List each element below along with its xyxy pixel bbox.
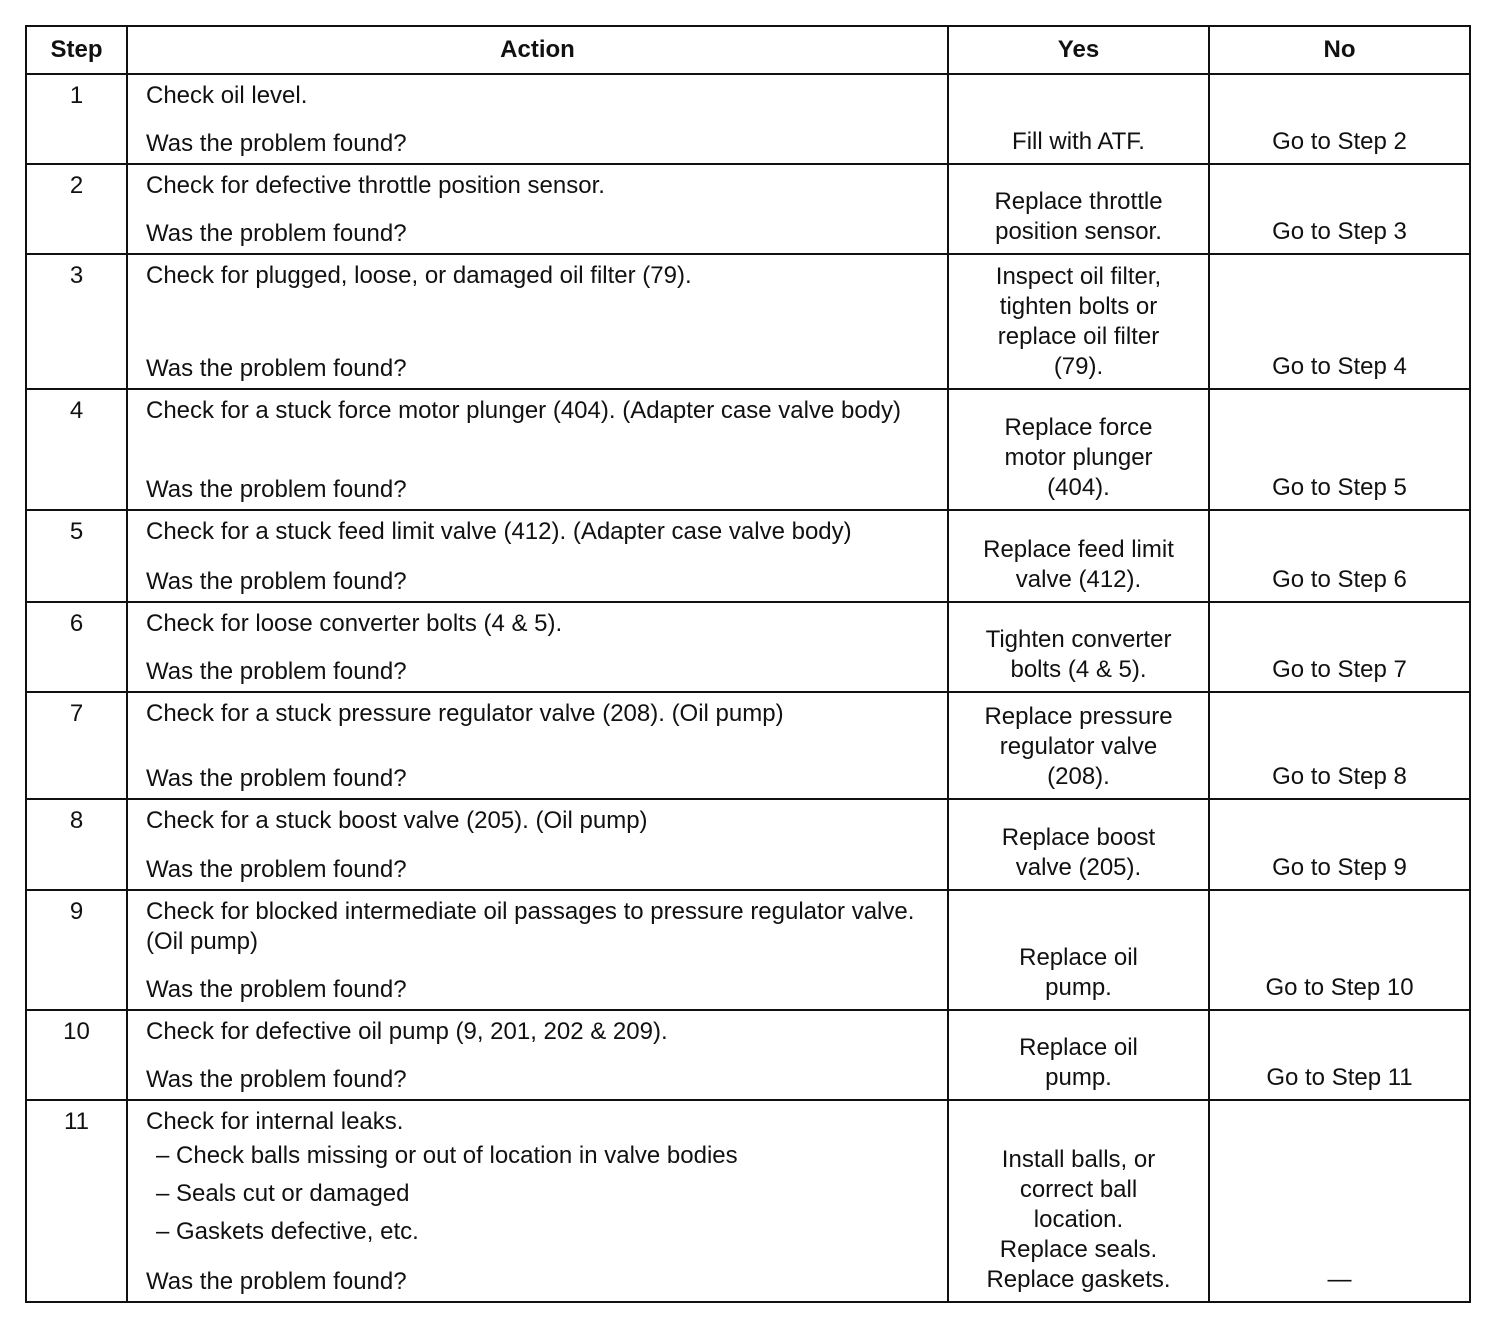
action-text: Check for a stuck force motor plunger (404). (Adapter case valve body) bbox=[146, 397, 902, 424]
step-number: 9 bbox=[26, 890, 127, 1010]
table-row bbox=[26, 1100, 1470, 1302]
yes-line: tighten bolts or bbox=[999, 293, 1158, 320]
action-cell bbox=[127, 1010, 948, 1100]
yes-line: Replace oil bbox=[1019, 944, 1138, 971]
action-content bbox=[146, 81, 929, 159]
no-cell: Go to Step 7 bbox=[1209, 602, 1470, 692]
action-text-group bbox=[146, 261, 929, 291]
yes-cell bbox=[948, 164, 1209, 254]
action-content bbox=[146, 609, 929, 687]
action-text: Check for plugged, loose, or damaged oil filter (79). bbox=[146, 262, 692, 289]
step-number: 2 bbox=[26, 164, 127, 254]
question-text: Was the problem found? bbox=[146, 568, 407, 595]
action-text-group bbox=[146, 897, 929, 957]
yes-line: position sensor. bbox=[995, 218, 1162, 245]
yes-line: Replace feed limit bbox=[983, 536, 1174, 563]
action-text: Check for internal leaks. bbox=[146, 1108, 404, 1135]
table-row bbox=[26, 1010, 1470, 1100]
yes-line: Inspect oil filter, bbox=[995, 263, 1162, 290]
no-cell: Go to Step 6 bbox=[1209, 510, 1470, 602]
yes-line: valve (412). bbox=[1015, 566, 1142, 593]
step-number: 8 bbox=[26, 799, 127, 890]
table-row bbox=[26, 602, 1470, 692]
yes-cell bbox=[948, 602, 1209, 692]
action-cell bbox=[127, 890, 948, 1010]
action-content bbox=[146, 806, 929, 885]
table-body bbox=[26, 74, 1470, 1302]
action-text-group bbox=[146, 699, 929, 729]
no-cell: Go to Step 5 bbox=[1209, 389, 1470, 510]
action-text: Check for a stuck feed limit valve (412). (Adapter case valve body) bbox=[146, 518, 852, 545]
question-text: Was the problem found? bbox=[146, 220, 407, 247]
no-cell: Go to Step 3 bbox=[1209, 164, 1470, 254]
header-yes: Yes bbox=[948, 26, 1209, 74]
step-number: 6 bbox=[26, 602, 127, 692]
action-text: Check oil level. bbox=[146, 82, 308, 109]
yes-cell bbox=[948, 799, 1209, 890]
yes-line: motor plunger bbox=[1004, 444, 1153, 471]
yes-line: Fill with ATF. bbox=[1012, 128, 1145, 155]
no-cell: Go to Step 11 bbox=[1209, 1010, 1470, 1100]
action-cell bbox=[127, 510, 948, 602]
action-content bbox=[146, 171, 929, 249]
action-content bbox=[146, 699, 929, 794]
question-text: Was the problem found? bbox=[146, 1268, 407, 1295]
question-text: Was the problem found? bbox=[146, 856, 407, 883]
action-text-group bbox=[146, 1107, 929, 1251]
action-text: Check for a stuck boost valve (205). (Oil pump) bbox=[146, 807, 648, 834]
yes-line: Tighten converter bbox=[985, 626, 1172, 653]
action-subitem: – Check balls missing or out of location in valve bodies bbox=[156, 1142, 738, 1169]
question-text: Was the problem found? bbox=[146, 1066, 407, 1093]
yes-line: (208). bbox=[1047, 763, 1110, 790]
no-cell: Go to Step 10 bbox=[1209, 890, 1470, 1010]
table-row bbox=[26, 254, 1470, 389]
yes-line: location. bbox=[1033, 1206, 1124, 1233]
yes-cell bbox=[948, 510, 1209, 602]
action-text-group bbox=[146, 1017, 929, 1047]
question-text: Was the problem found? bbox=[146, 130, 407, 157]
action-text-group bbox=[146, 81, 929, 111]
action-content bbox=[146, 517, 929, 597]
action-text-group bbox=[146, 609, 929, 639]
no-cell: Go to Step 2 bbox=[1209, 74, 1470, 164]
action-text: Check for loose converter bolts (4 & 5). bbox=[146, 610, 563, 637]
step-number: 11 bbox=[26, 1100, 127, 1302]
yes-line: (79). bbox=[1053, 353, 1104, 380]
action-cell bbox=[127, 1100, 948, 1302]
no-cell: Go to Step 4 bbox=[1209, 254, 1470, 389]
table-row bbox=[26, 890, 1470, 1010]
table-row bbox=[26, 389, 1470, 510]
step-number: 5 bbox=[26, 510, 127, 602]
step-number: 3 bbox=[26, 254, 127, 389]
header-no: No bbox=[1209, 26, 1470, 74]
yes-line: Replace force bbox=[1004, 414, 1153, 441]
yes-line: Replace pressure bbox=[984, 703, 1173, 730]
table-row bbox=[26, 692, 1470, 799]
action-text: Check for blocked intermediate oil passages to pressure regulator valve. (Oil pump) bbox=[146, 898, 915, 955]
yes-line: Replace gaskets. bbox=[986, 1266, 1171, 1293]
action-cell bbox=[127, 389, 948, 510]
table-row bbox=[26, 164, 1470, 254]
yes-cell bbox=[948, 74, 1209, 164]
table-row bbox=[26, 799, 1470, 890]
question-text: Was the problem found? bbox=[146, 658, 407, 685]
yes-cell bbox=[948, 890, 1209, 1010]
step-number: 1 bbox=[26, 74, 127, 164]
yes-line: valve (205). bbox=[1015, 854, 1142, 881]
action-subitem: – Gaskets defective, etc. bbox=[156, 1218, 419, 1245]
action-text-group bbox=[146, 517, 929, 547]
yes-line: Replace oil bbox=[1019, 1034, 1138, 1061]
yes-line: pump. bbox=[1045, 974, 1112, 1001]
header-row bbox=[26, 26, 1470, 74]
action-content bbox=[146, 897, 929, 1005]
yes-cell bbox=[948, 1010, 1209, 1100]
question-text: Was the problem found? bbox=[146, 976, 407, 1003]
action-cell bbox=[127, 254, 948, 389]
yes-line: pump. bbox=[1045, 1064, 1112, 1091]
action-content bbox=[146, 1017, 929, 1095]
action-text: Check for defective oil pump (9, 201, 202 & 209). bbox=[146, 1018, 668, 1045]
action-cell bbox=[127, 799, 948, 890]
step-number: 4 bbox=[26, 389, 127, 510]
step-number: 10 bbox=[26, 1010, 127, 1100]
no-cell: — bbox=[1209, 1100, 1470, 1302]
yes-cell bbox=[948, 254, 1209, 389]
table-row bbox=[26, 74, 1470, 164]
diagnosis-table bbox=[25, 25, 1471, 1303]
table-row bbox=[26, 510, 1470, 602]
no-cell: Go to Step 9 bbox=[1209, 799, 1470, 890]
action-cell bbox=[127, 74, 948, 164]
yes-line: correct ball bbox=[1019, 1176, 1138, 1203]
question-text: Was the problem found? bbox=[146, 765, 407, 792]
action-text: Check for a stuck pressure regulator valve (208). (Oil pump) bbox=[146, 700, 784, 727]
header-step: Step bbox=[26, 26, 127, 74]
yes-line: Replace throttle bbox=[994, 188, 1163, 215]
no-cell: Go to Step 8 bbox=[1209, 692, 1470, 799]
action-content bbox=[146, 396, 929, 505]
header-action: Action bbox=[127, 26, 948, 74]
action-text-group bbox=[146, 806, 929, 836]
yes-line: Replace boost bbox=[1001, 824, 1156, 851]
yes-line: Install balls, or bbox=[1001, 1146, 1156, 1173]
action-text-group bbox=[146, 171, 929, 201]
question-text: Was the problem found? bbox=[146, 476, 407, 503]
yes-cell bbox=[948, 692, 1209, 799]
action-content bbox=[146, 1107, 929, 1297]
action-text: Check for defective throttle position sensor. bbox=[146, 172, 605, 199]
yes-line: Replace seals. bbox=[999, 1236, 1158, 1263]
action-cell bbox=[127, 692, 948, 799]
action-content bbox=[146, 261, 929, 384]
yes-line: (404). bbox=[1047, 474, 1110, 501]
action-cell bbox=[127, 164, 948, 254]
action-subitem: – Seals cut or damaged bbox=[156, 1180, 410, 1207]
step-number: 7 bbox=[26, 692, 127, 799]
yes-line: bolts (4 & 5). bbox=[1010, 656, 1147, 683]
yes-cell bbox=[948, 389, 1209, 510]
yes-cell bbox=[948, 1100, 1209, 1302]
question-text: Was the problem found? bbox=[146, 355, 407, 382]
yes-line: replace oil filter bbox=[997, 323, 1160, 350]
action-cell bbox=[127, 602, 948, 692]
yes-line: regulator valve bbox=[999, 733, 1158, 760]
action-text-group bbox=[146, 396, 929, 426]
